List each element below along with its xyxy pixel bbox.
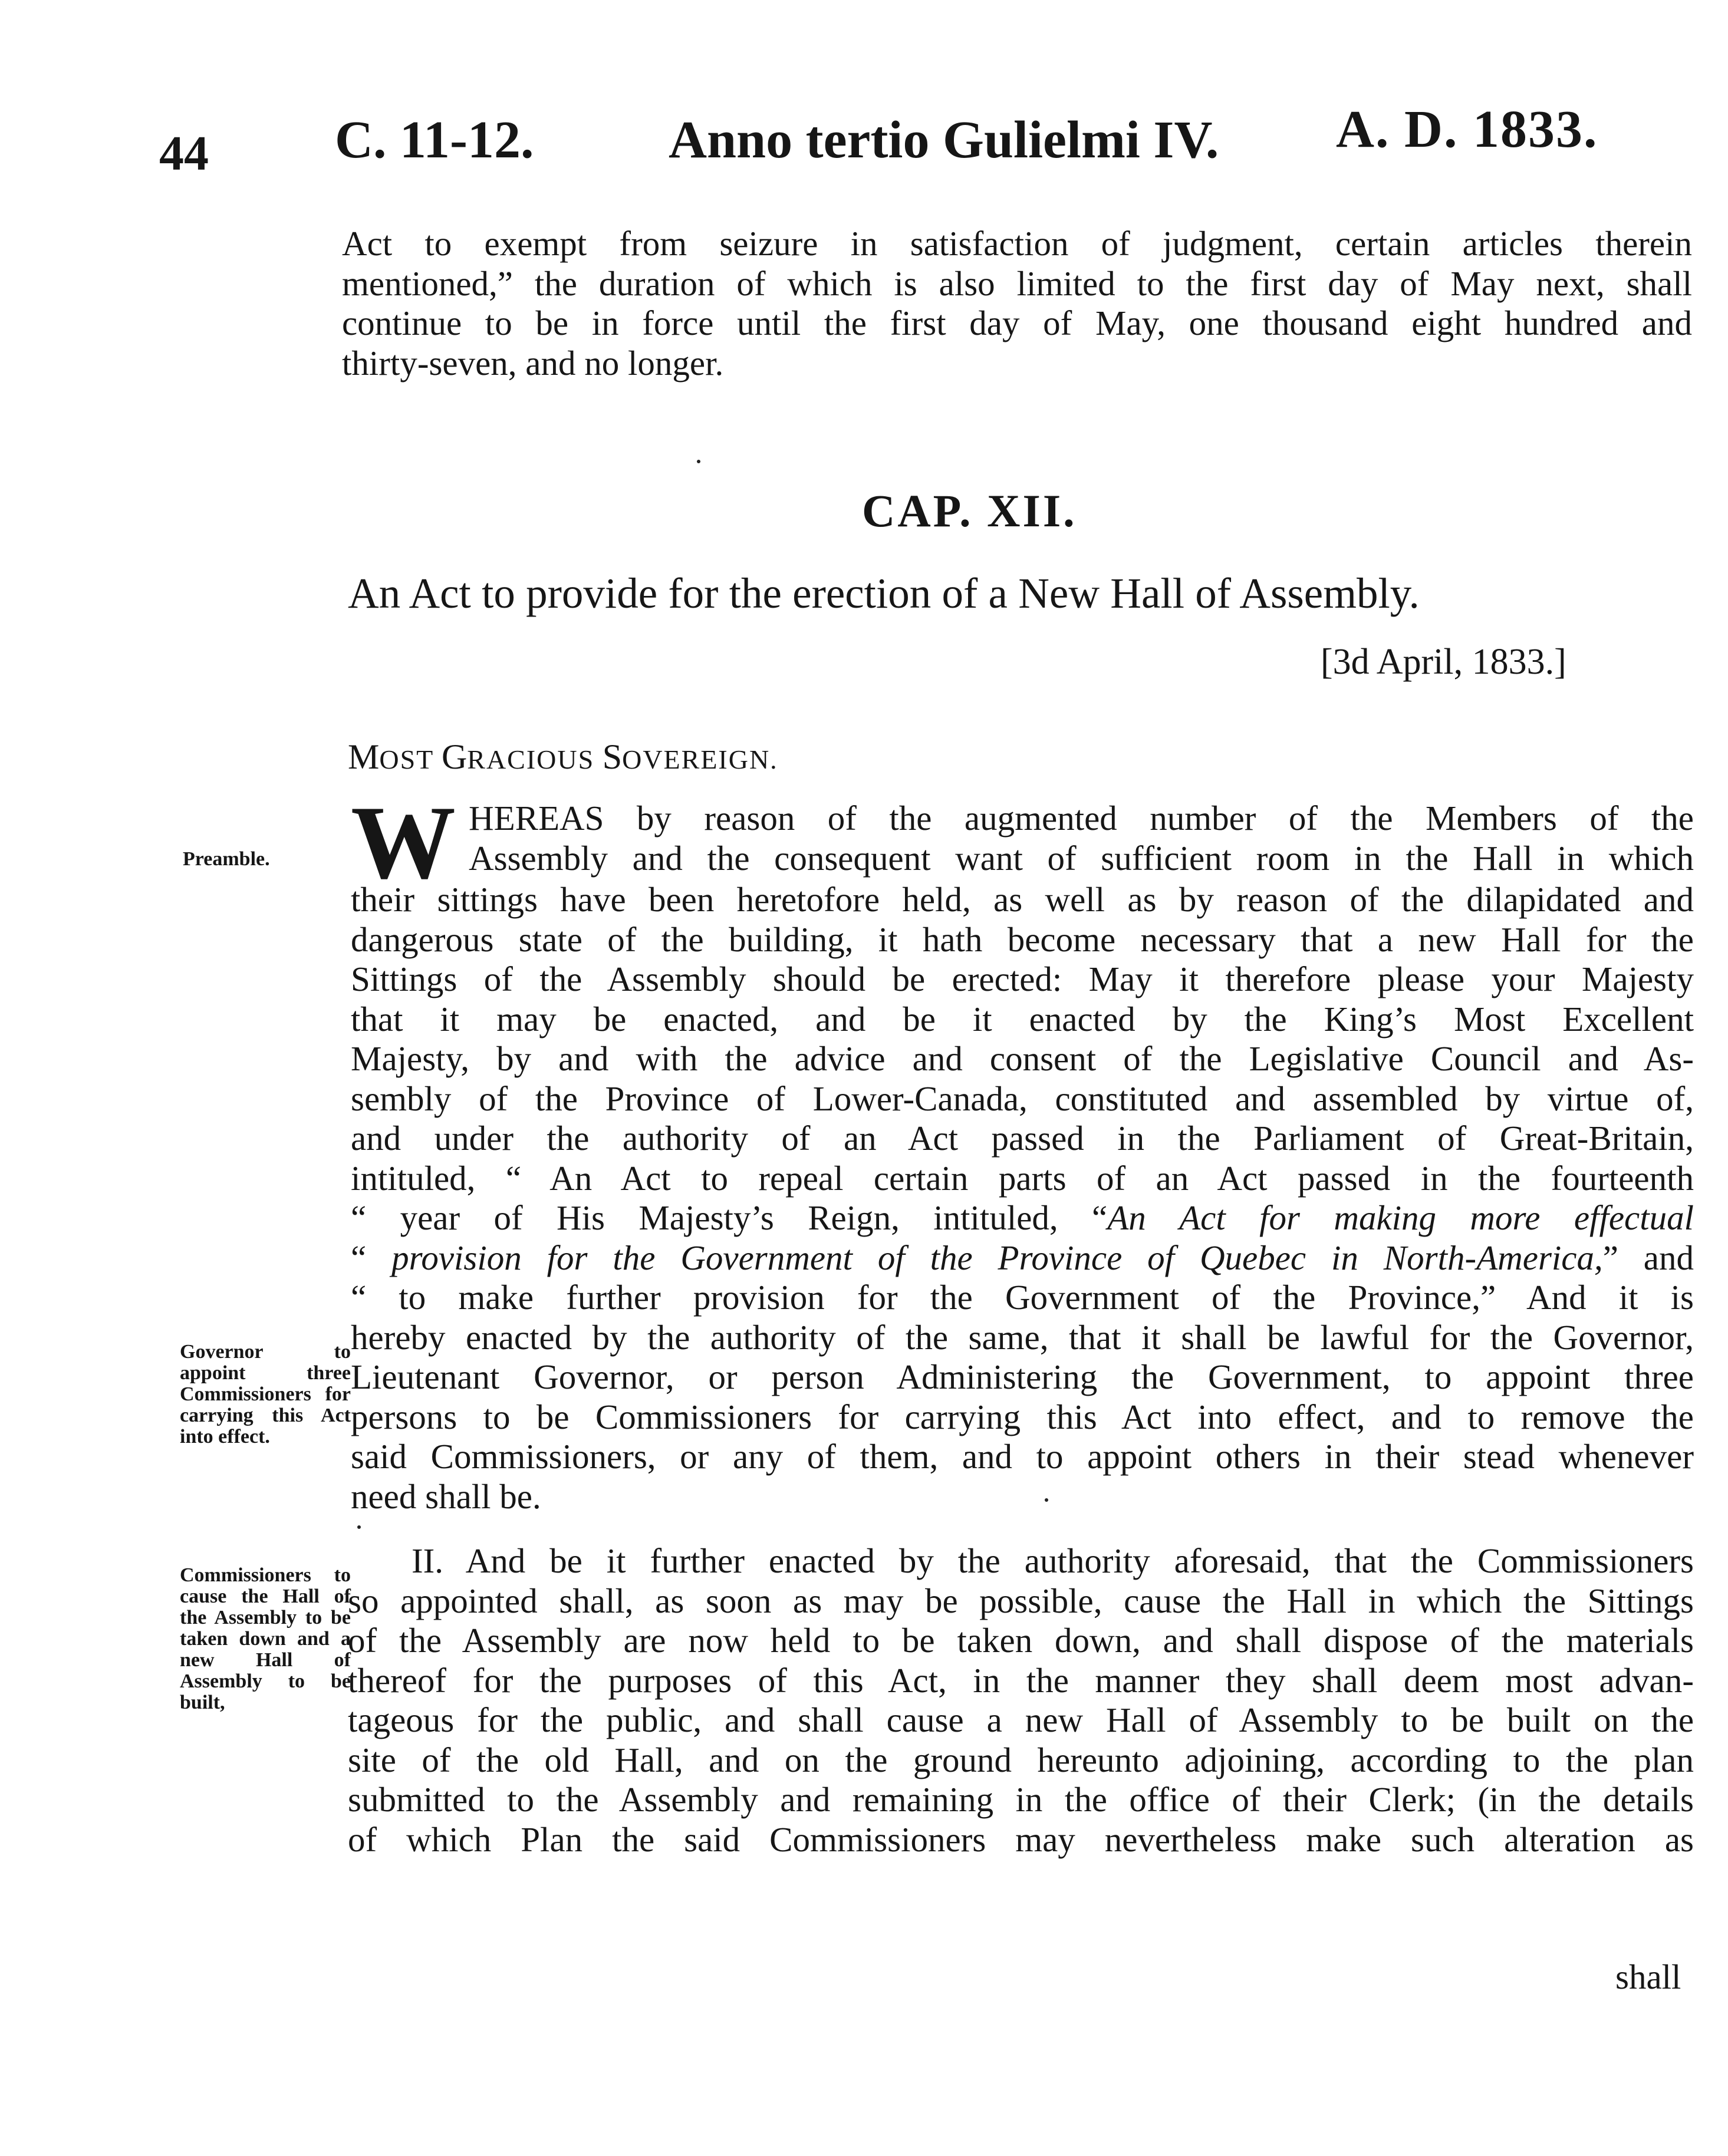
salutation-smallcaps: OVEREIGN. bbox=[622, 744, 778, 774]
text-line: their sittings have been heretofore held, as well as by reason of the dilapidated and bbox=[351, 880, 1694, 919]
text-line: hereby enacted by the authority of the same, that it shall be lawful for the Governor, bbox=[351, 1317, 1694, 1357]
text-line: Sittings of the Assembly should be erected: May it therefore please your Majesty bbox=[351, 960, 1694, 998]
text-line: sembly of the Province of Lower-Canada, constituted and assembled by virtue of, bbox=[351, 1079, 1694, 1118]
text-line: continue to be in force until the first day of May, one thousand eight hundred and bbox=[342, 304, 1692, 342]
salutation-smallcaps: OST bbox=[379, 744, 442, 774]
text-line: dangerous state of the building, it hath become necessary that a new Hall for the bbox=[351, 919, 1694, 959]
running-header bbox=[159, 99, 1668, 205]
page-number: 44 bbox=[159, 126, 209, 181]
text-line: thereof for the purposes of this Act, in the manner they shall deem most advan- bbox=[348, 1660, 1694, 1700]
quoted-title-italic: An Act for making more effectual bbox=[1107, 1198, 1694, 1237]
salutation-initial: S bbox=[602, 737, 623, 776]
text-line: intituled, “ An Act to repeal certain parts of an Act passed in the fourteenth bbox=[351, 1158, 1694, 1198]
quoted-title-italic: provision for the Government of the Province of Quebec in North-America, bbox=[391, 1238, 1603, 1277]
text-line: of which Plan the said Commissioners may nevertheless make such alteration as bbox=[348, 1819, 1694, 1859]
margin-note-governor: Governor to appoint three Commissioners for carrying this Act into effect. bbox=[180, 1341, 351, 1448]
margin-note-preamble: Preamble. bbox=[183, 848, 270, 870]
text-line: HEREAS by reason of the augmented number of the Members of the bbox=[469, 799, 1694, 838]
chapter-reference: C. 11-12. bbox=[335, 111, 534, 169]
quoted-line bbox=[351, 1198, 1694, 1238]
previous-act-continuation bbox=[342, 224, 1692, 383]
drop-cap: W bbox=[351, 784, 456, 901]
text-line: of the Assembly are now held to be taken down, and shall dispose of the materials bbox=[348, 1621, 1694, 1660]
text-line: Assembly and the consequent want of sufficient room in the Hall in which bbox=[469, 838, 1694, 878]
quote-suffix: ” and bbox=[1602, 1238, 1694, 1277]
text-line: so appointed shall, as soon as may be possible, cause the Hall in which the Sittings bbox=[348, 1581, 1694, 1620]
text-line: and under the authority of an Act passed in the Parliament of Great-Britain, bbox=[351, 1119, 1694, 1158]
salutation-smallcaps: RACIOUS bbox=[467, 744, 603, 774]
act-title: An Act to provide for the erection of a New Hall of Assembly. bbox=[348, 569, 1420, 617]
ink-speck bbox=[357, 1525, 361, 1529]
salutation-initial: M bbox=[348, 737, 380, 776]
text-line: II. And be it further enacted by the authority aforesaid, that the Commissioners bbox=[412, 1541, 1694, 1580]
margin-note-commissioners: Commissioners to cause the Hall of the Assembly to be taken down and a new Hall of Assembly to be built, bbox=[180, 1564, 351, 1713]
text-line: Majesty, by and with the advice and consent of the Legislative Council and As- bbox=[351, 1039, 1694, 1078]
text-line: Act to exempt from seizure in satisfaction of judgment, certain articles therein bbox=[342, 224, 1692, 263]
text-line: submitted to the Assembly and remaining in the office of their Clerk; (in the details bbox=[348, 1780, 1694, 1819]
text-line: need shall be. bbox=[351, 1476, 541, 1516]
text-line: Lieutenant Governor, or person Administering the Government, to appoint three bbox=[351, 1357, 1694, 1396]
quote-prefix: “ bbox=[351, 1238, 392, 1277]
act-date: [3d April, 1833.] bbox=[1321, 642, 1566, 682]
regnal-title: Anno tertio Gulielmi IV. bbox=[669, 111, 1219, 169]
salutation-initial: G bbox=[441, 737, 468, 776]
text-line: thirty-seven, and no longer. bbox=[342, 343, 724, 383]
text-line: that it may be enacted, and be it enacted by the King’s Most Excellent bbox=[351, 999, 1694, 1039]
header-year: A. D. 1833. bbox=[1336, 100, 1598, 159]
text-line: persons to be Commissioners for carrying this Act into effect, and to remove the bbox=[351, 1397, 1694, 1436]
quoted-line bbox=[351, 1238, 1694, 1278]
quote-prefix: “ year of His Majesty’s Reign, intituled, “ bbox=[351, 1198, 1108, 1237]
ink-speck bbox=[1045, 1498, 1048, 1502]
quoted-line: “ to make further provision for the Government of the Province,” And it is bbox=[351, 1278, 1694, 1317]
text-line: tageous for the public, and shall cause a new Hall of Assembly to be built on the bbox=[348, 1700, 1694, 1739]
salutation bbox=[348, 737, 778, 777]
section-two-paragraph bbox=[348, 1541, 1694, 1860]
preamble-paragraph bbox=[351, 784, 1694, 1517]
chapter-heading: CAP. XII. bbox=[862, 485, 1077, 536]
text-line: said Commissioners, or any of them, and to appoint others in their stead whenever bbox=[351, 1437, 1694, 1476]
catchword: shall bbox=[1615, 1957, 1681, 1996]
text-line: site of the old Hall, and on the ground hereunto adjoining, according to the plan bbox=[348, 1740, 1694, 1779]
text-line: mentioned,” the duration of which is also limited to the first day of May next, shall bbox=[342, 263, 1692, 303]
ink-speck bbox=[697, 460, 700, 463]
